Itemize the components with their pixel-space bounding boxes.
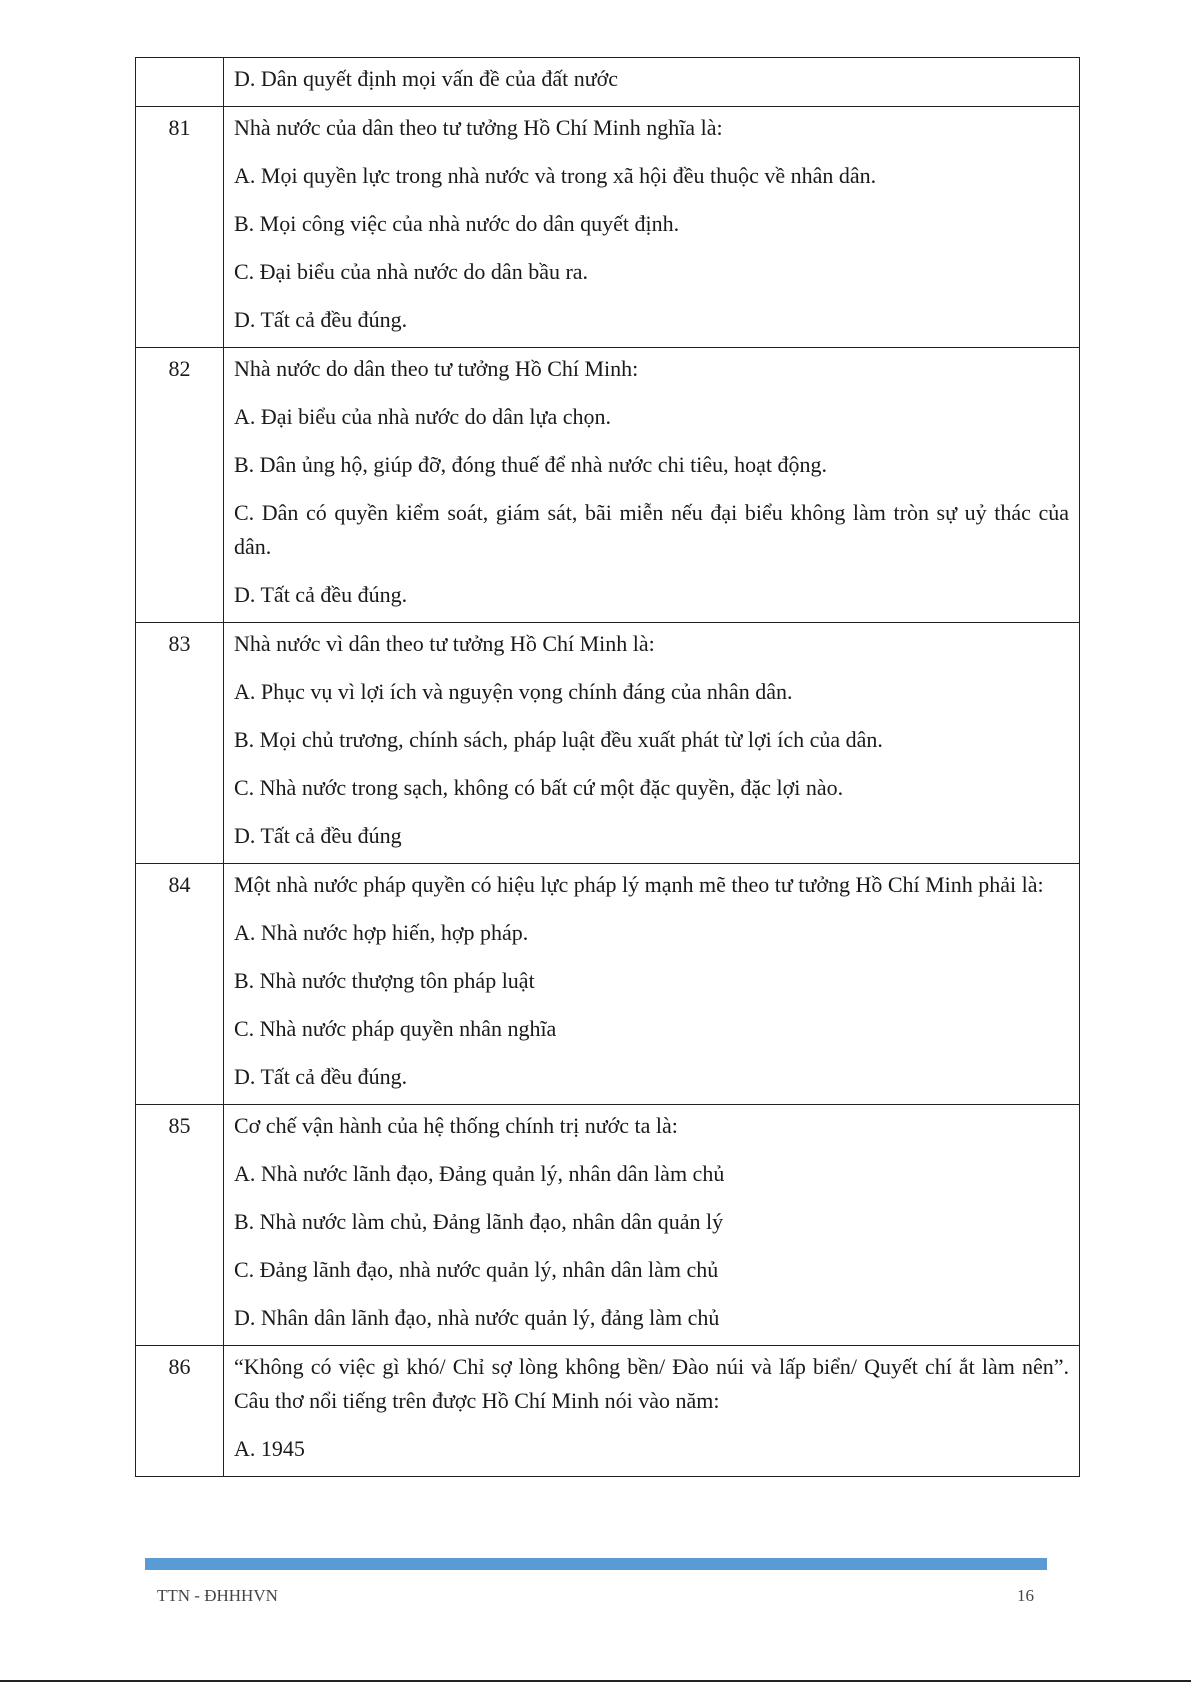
answer-option: C. Đại biểu của nhà nước do dân bầu ra. bbox=[234, 259, 589, 284]
question-text: “Không có việc gì khó/ Chỉ sợ lòng không bền/ Đào núi và lấp biển/ Quyết chí ắt làm nên”. Câu thơ nổi tiếng trên được Hồ Chí Minh nói vào năm: bbox=[234, 1354, 1069, 1413]
question-number: 84 bbox=[168, 872, 191, 897]
table-row bbox=[136, 348, 1080, 623]
question-number-cell bbox=[136, 58, 224, 107]
question-text: Nhà nước của dân theo tư tưởng Hồ Chí Minh nghĩa là: bbox=[234, 115, 723, 140]
question-content-cell bbox=[224, 623, 1080, 864]
question-content-cell bbox=[224, 107, 1080, 348]
table-row bbox=[136, 623, 1080, 864]
answer-option: B. Nhà nước thượng tôn pháp luật bbox=[234, 968, 535, 993]
table-row bbox=[136, 864, 1080, 1105]
answer-option: A. Nhà nước lãnh đạo, Đảng quản lý, nhân dân làm chủ bbox=[234, 1161, 725, 1186]
question-content-cell bbox=[224, 1346, 1080, 1477]
answer-option: C. Nhà nước pháp quyền nhân nghĩa bbox=[234, 1016, 557, 1041]
question-number: 83 bbox=[168, 631, 191, 656]
page-number: 16 bbox=[1017, 1586, 1034, 1605]
answer-option: A. Phục vụ vì lợi ích và nguyện vọng chính đáng của nhân dân. bbox=[234, 679, 793, 704]
answer-option: A. Đại biểu của nhà nước do dân lựa chọn. bbox=[234, 404, 611, 429]
question-table bbox=[135, 57, 1080, 1477]
question-number-cell bbox=[136, 623, 224, 864]
question-number-cell bbox=[136, 864, 224, 1105]
question-text: Nhà nước vì dân theo tư tưởng Hồ Chí Minh là: bbox=[234, 631, 655, 656]
question-number: 82 bbox=[168, 356, 191, 381]
question-text: Nhà nước do dân theo tư tưởng Hồ Chí Minh: bbox=[234, 356, 639, 381]
table-row bbox=[136, 1105, 1080, 1346]
answer-option: B. Nhà nước làm chủ, Đảng lãnh đạo, nhân dân quản lý bbox=[234, 1209, 724, 1234]
footer-label: TTN - ĐHHHVN bbox=[157, 1586, 278, 1605]
answer-option: B. Dân ủng hộ, giúp đỡ, đóng thuế để nhà nước chi tiêu, hoạt động. bbox=[234, 452, 828, 477]
question-text: Cơ chế vận hành của hệ thống chính trị nước ta là: bbox=[234, 1113, 678, 1138]
question-number-cell bbox=[136, 1346, 224, 1477]
answer-option: C. Dân có quyền kiểm soát, giám sát, bãi miễn nếu đại biểu không làm tròn sự uỷ thác của dân. bbox=[234, 500, 1069, 559]
answer-option: D. Tất cả đều đúng. bbox=[234, 1064, 408, 1089]
question-text: Một nhà nước pháp quyền có hiệu lực pháp lý mạnh mẽ theo tư tưởng Hồ Chí Minh phải là: bbox=[234, 872, 1044, 897]
table-row bbox=[136, 1346, 1080, 1477]
question-number bbox=[136, 58, 223, 62]
question-content-cell bbox=[224, 1105, 1080, 1346]
answer-option: A. Mọi quyền lực trong nhà nước và trong xã hội đều thuộc về nhân dân. bbox=[234, 163, 877, 188]
question-number: 85 bbox=[168, 1113, 191, 1138]
answer-option: D. Tất cả đều đúng. bbox=[234, 307, 408, 332]
answer-option: D. Tất cả đều đúng bbox=[234, 823, 402, 848]
page-edge-divider bbox=[0, 1680, 1191, 1682]
question-number: 81 bbox=[168, 115, 191, 140]
question-content-cell bbox=[224, 864, 1080, 1105]
question-number-cell bbox=[136, 107, 224, 348]
answer-option: A. 1945 bbox=[234, 1436, 305, 1461]
answer-option: B. Mọi công việc của nhà nước do dân quyết định. bbox=[234, 211, 680, 236]
question-content-cell bbox=[224, 58, 1080, 107]
question-content-cell bbox=[224, 348, 1080, 623]
question-number-cell bbox=[136, 348, 224, 623]
answer-option: B. Mọi chủ trương, chính sách, pháp luật đều xuất phát từ lợi ích của dân. bbox=[234, 727, 883, 752]
question-number: 86 bbox=[168, 1354, 191, 1379]
answer-option: C. Đảng lãnh đạo, nhà nước quản lý, nhân dân làm chủ bbox=[234, 1257, 719, 1282]
question-number-cell bbox=[136, 1105, 224, 1346]
answer-option: D. Dân quyết định mọi vấn đề của đất nước bbox=[234, 66, 619, 91]
answer-option: A. Nhà nước hợp hiến, hợp pháp. bbox=[234, 920, 529, 945]
table-row bbox=[136, 107, 1080, 348]
answer-option: D. Nhân dân lãnh đạo, nhà nước quản lý, đảng làm chủ bbox=[234, 1305, 720, 1330]
table-row bbox=[136, 58, 1080, 107]
footer-bar bbox=[145, 1558, 1047, 1570]
answer-option: C. Nhà nước trong sạch, không có bất cứ một đặc quyền, đặc lợi nào. bbox=[234, 775, 844, 800]
answer-option: D. Tất cả đều đúng. bbox=[234, 582, 408, 607]
